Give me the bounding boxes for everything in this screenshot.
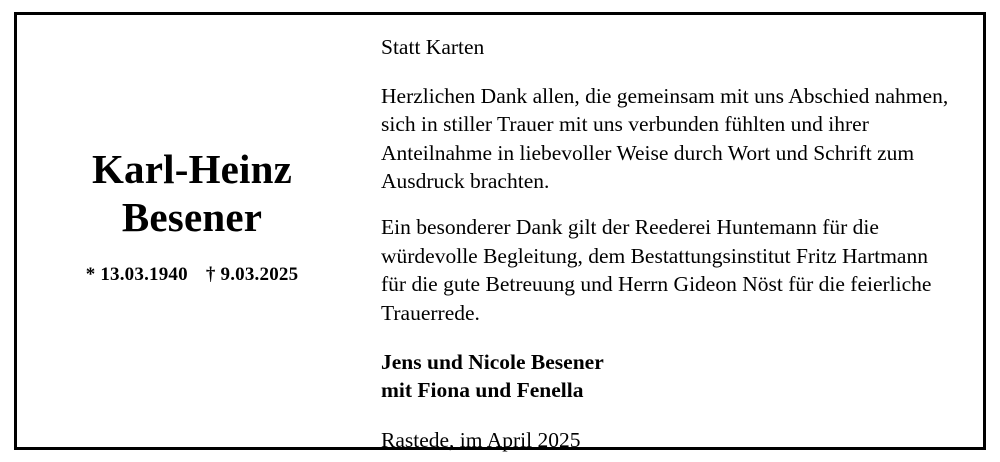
signature-line-1: Jens und Nicole Besener [381, 350, 604, 375]
obituary-border-frame [14, 12, 986, 453]
death-date: † 9.03.2025 [205, 263, 299, 285]
deceased-column [17, 15, 367, 447]
message-column [367, 15, 983, 453]
deceased-name-line-1: Karl-Heinz [91, 146, 293, 192]
thanks-paragraph-1: Herzlichen Dank allen, die gemeinsam mit uns Abschied nahmen, sich in stiller Trauer mit uns verbunden fühlten und ihrer Anteilnahme in liebevoller Weise durch Wort und Schrift zum Ausdruck brachten. [381, 83, 949, 194]
thanks-paragraph-2: Ein besonderer Dank gilt der Reederei Huntemann für die würdevolle Begleitung, dem Bestattungsinstitut Fritz Hartmann für die gute Betreuung und Herrn Gideon Nöst für die feierliche Trauerrede. [381, 214, 932, 325]
obituary-content [17, 15, 983, 453]
lead-text: Statt Karten [381, 35, 485, 59]
place-and-date: Rastede, im April 2025 [381, 428, 581, 453]
signature-line-2: mit Fiona und Fenella [381, 378, 584, 403]
birth-date: * 13.03.1940 [85, 263, 188, 285]
deceased-name-line-2: Besener [121, 194, 263, 241]
deceased-dates [17, 264, 367, 286]
signature-block [381, 349, 957, 405]
deceased-block [17, 145, 367, 286]
